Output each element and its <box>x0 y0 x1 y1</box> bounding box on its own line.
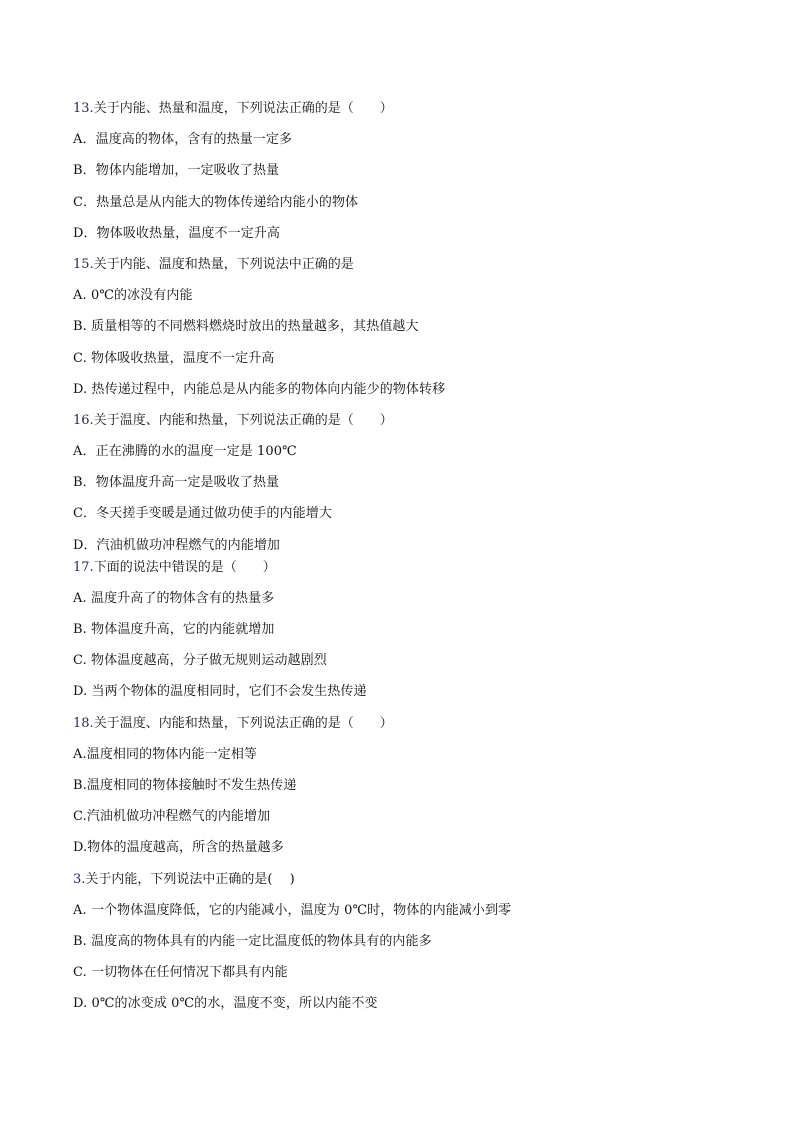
question-3-option-d: D. 0℃的冰变成 0℃的水，温度不变，所以内能不变 <box>73 996 378 1012</box>
question-17-number: 17. <box>73 559 94 575</box>
question-13-option-d: D．物体吸收热量，温度不一定升高 <box>73 225 281 241</box>
question-13-number: 13. <box>73 101 94 116</box>
question-16-option-a: A．正在沸腾的水的温度一定是 100℃ <box>73 444 297 460</box>
question-13-option-c: C．热量总是从内能大的物体传递给内能小的物体 <box>73 194 359 210</box>
question-18-option-d: D.物体的温度越高，所含的热量越多 <box>73 840 284 856</box>
question-16-option-d: D．汽油机做功冲程燃气的内能增加 <box>73 537 281 553</box>
question-18-option-c: C.汽油机做功冲程燃气的内能增加 <box>73 809 271 825</box>
question-16-text: 关于温度、内能和热量，下列说法正确的是（ ） <box>93 412 393 428</box>
question-16-stem <box>73 413 753 429</box>
question-16-number: 16. <box>73 412 94 428</box>
question-3-number: 3. <box>73 871 86 887</box>
question-17-option-a: A. 温度升高了的物体含有的热量多 <box>73 590 275 606</box>
question-17-option-b: B. 物体温度升高，它的内能就增加 <box>73 622 275 637</box>
question-18-number: 18. <box>73 715 94 731</box>
question-3-option-b: B. 温度高的物体具有的内能一定比温度低的物体具有的内能多 <box>73 933 432 949</box>
question-17-stem <box>73 560 753 576</box>
question-16-option-c: C．冬天搓手变暖是通过做功使手的内能增大 <box>73 506 332 522</box>
question-13-text: 关于内能、热量和温度，下列说法正确的是（ ） <box>93 101 393 116</box>
question-15-stem <box>73 257 753 273</box>
question-18-stem <box>73 716 753 732</box>
question-15-option-a: A. 0℃的冰没有内能 <box>73 288 193 304</box>
question-list <box>73 101 753 1027</box>
question-13-option-a: A．温度高的物体，含有的热量一定多 <box>73 132 293 148</box>
question-15-number: 15. <box>73 256 94 272</box>
question-13-option-b: B．物体内能增加，一定吸收了热量 <box>73 163 280 179</box>
question-15-option-c: C. 物体吸收热量，温度不一定升高 <box>73 350 275 366</box>
question-17-option-c: C. 物体温度越高，分子做无规则运动越剧烈 <box>73 653 327 669</box>
question-18-text: 关于温度、内能和热量，下列说法正确的是（ ） <box>93 715 393 731</box>
question-18-option-b: B.温度相同的物体接触时不发生热传递 <box>73 777 297 793</box>
question-13-stem <box>73 101 753 117</box>
question-15-option-d: D. 热传递过程中，内能总是从内能多的物体向内能少的物体转移 <box>73 381 446 397</box>
question-17-option-d: D. 当两个物体的温度相同时，它们不会发生热传递 <box>73 684 367 700</box>
question-18-option-a: A.温度相同的物体内能一定相等 <box>73 746 258 762</box>
question-17-text: 下面的说法中错误的是（ ） <box>93 559 276 575</box>
question-3-option-c: C. 一切物体在任何情况下都具有内能 <box>73 965 288 981</box>
question-3-stem <box>73 872 753 888</box>
question-15-text: 关于内能、温度和热量，下列说法中正确的是 <box>93 256 354 272</box>
question-15-option-b: B. 质量相等的不同燃料燃烧时放出的热量越多，其热值越大 <box>73 319 419 335</box>
question-3-text: 关于内能，下列说法中正确的是( ) <box>85 871 295 887</box>
question-16-option-b: B．物体温度升高一定是吸收了热量 <box>73 475 280 491</box>
question-3-option-a: A. 一个物体温度降低，它的内能减小，温度为 0℃时，物体的内能减小到零 <box>73 902 512 918</box>
